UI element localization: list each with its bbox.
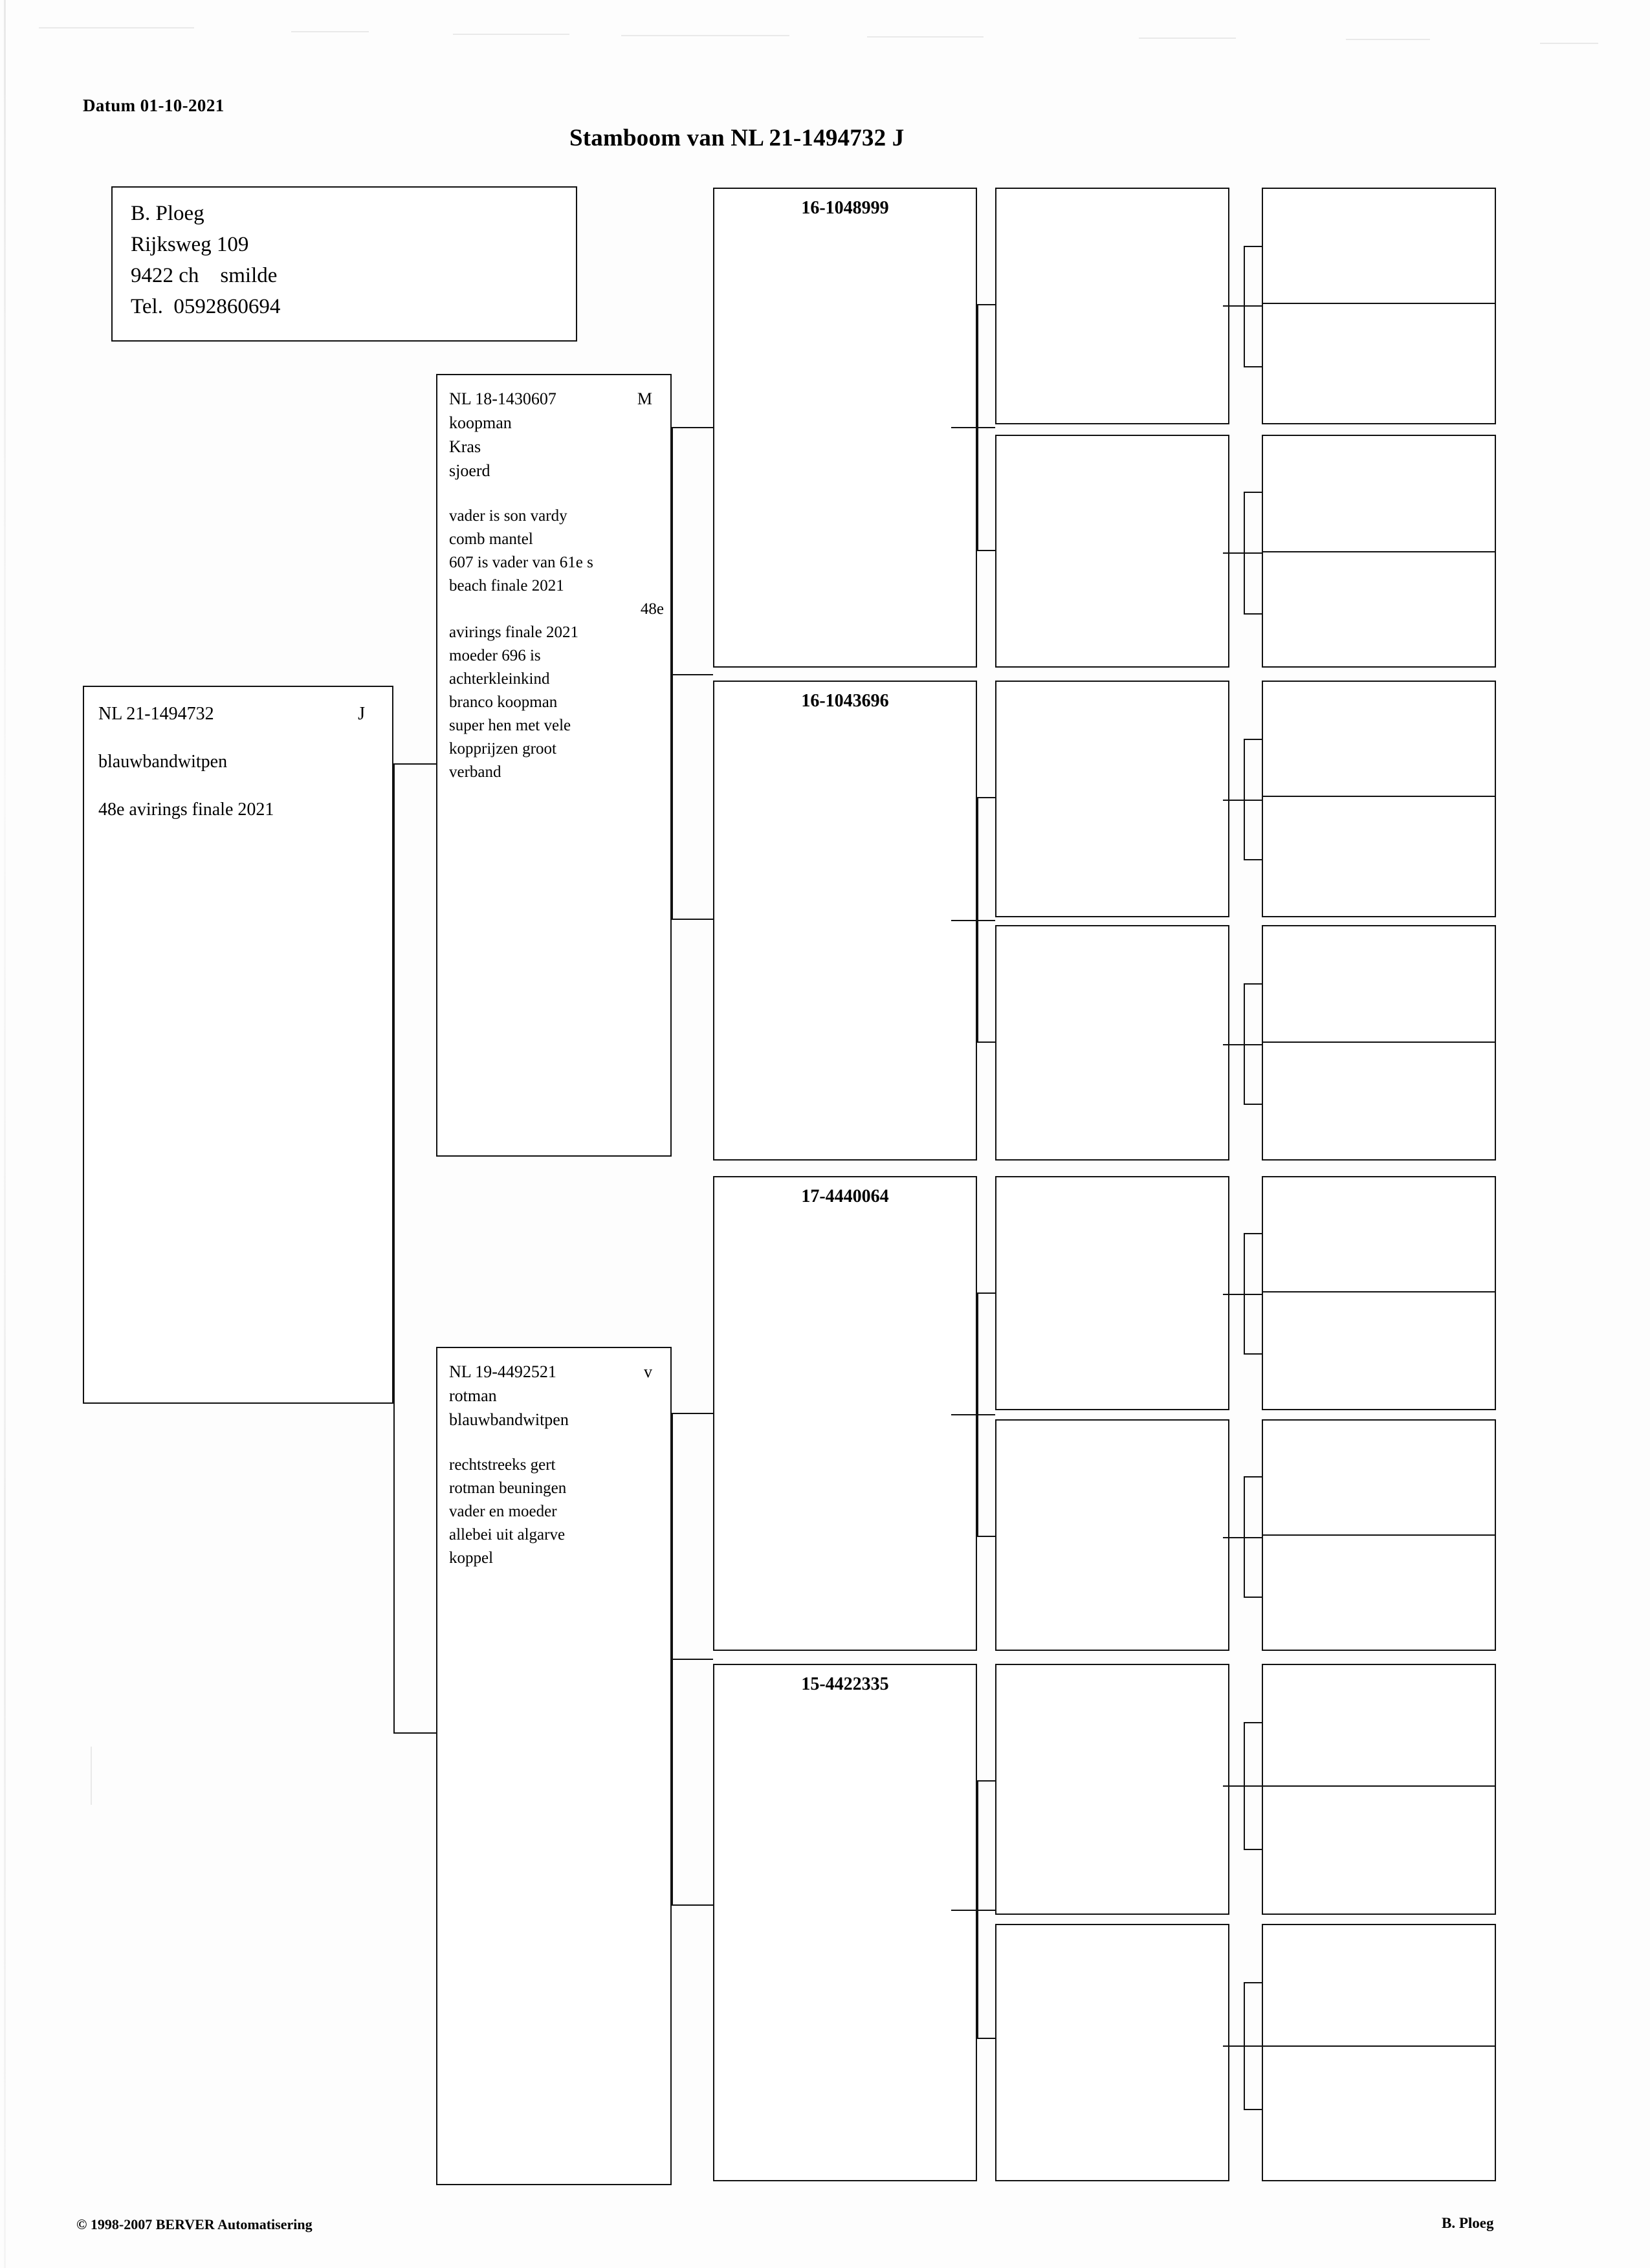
subject-id-row: [98, 701, 377, 727]
great-great-grandparent-box-7: [1262, 1664, 1496, 1915]
connector-subject-to-parents: [393, 763, 436, 1734]
great-grandparent-box-2: [995, 435, 1229, 668]
father-note-b: comb mantel: [449, 530, 533, 548]
owner-city: 9422 ch smilde: [131, 264, 278, 287]
great-grandparent-box-5: [995, 1176, 1229, 1410]
father-note-g: moeder 696 is: [449, 647, 541, 664]
connector-ggp1-to-gggp: [1244, 246, 1262, 367]
great-grandparent-box-3: [995, 681, 1229, 917]
father-line-1: koopman: [449, 413, 512, 432]
box-divider: [1263, 303, 1495, 304]
father-pigeon-box: [436, 374, 672, 1157]
great-grandparent-box-8: [995, 1924, 1229, 2181]
mother-line-1: rotman: [449, 1386, 497, 1405]
owner-street: Rijksweg 109: [131, 233, 249, 256]
scan-speckle: [291, 31, 369, 32]
document-date: Datum 01-10-2021: [83, 96, 225, 115]
box-divider: [1263, 1291, 1495, 1292]
great-grandparent-box-1: [995, 188, 1229, 424]
subject-pigeon-box: [83, 686, 393, 1404]
scan-edge-artifact: [4, 0, 6, 2268]
scan-speckle: [453, 34, 569, 35]
great-grandparent-box-7: [995, 1664, 1229, 1915]
father-note-c: 607 is vader van 61e s: [449, 554, 593, 571]
scan-speckle: [1540, 43, 1598, 44]
connector-stub: [951, 1414, 995, 1415]
subject-color: blauwbandwitpen: [98, 752, 228, 772]
box-divider: [1263, 2045, 1495, 2047]
spacer: [98, 727, 392, 749]
mother-id-row: [449, 1360, 656, 1384]
connector-stub: [1223, 1294, 1262, 1295]
connector-stub: [1223, 1785, 1262, 1787]
father-line-3: sjoerd: [449, 461, 490, 480]
father-note-a: vader is son vardy: [449, 507, 567, 525]
connector-stub: [1223, 305, 1262, 307]
scan-speckle: [39, 27, 194, 28]
father-ring-id: NL 18-1430607: [449, 389, 556, 408]
great-great-grandparent-box-8: [1262, 1924, 1496, 2181]
father-line-2: Kras: [449, 437, 481, 456]
grandparent-2-ring-id: 16-1043696: [801, 691, 889, 711]
father-sex: M: [637, 389, 652, 408]
father-note-k: kopprijzen groot: [449, 740, 556, 758]
owner-phone: Tel. 0592860694: [131, 295, 281, 318]
mother-pigeon-box: [436, 1347, 672, 2185]
box-divider: [1263, 1785, 1495, 1787]
scan-speckle: [91, 1747, 92, 1805]
great-great-grandparent-box-1: [1262, 188, 1496, 424]
scan-speckle: [621, 35, 789, 36]
father-note-d: beach finale 2021: [449, 577, 564, 594]
owner-address-card: [111, 186, 577, 342]
great-great-grandparent-box-5: [1262, 1176, 1496, 1410]
subject-prize: 48e avirings finale 2021: [98, 800, 274, 820]
scan-speckle: [867, 36, 984, 38]
scan-speckle: [1346, 39, 1430, 40]
grandparent-box-3: [713, 1176, 977, 1651]
connector-stub: [1223, 800, 1262, 801]
connector-stub: [1223, 1537, 1262, 1538]
box-divider: [1263, 1534, 1495, 1536]
father-note-e: 48e: [640, 600, 664, 618]
connector-father-to-grandparents: [672, 427, 713, 920]
father-note-l: verband: [449, 763, 501, 781]
connector-stub: [672, 1659, 713, 1660]
mother-line-2: blauwbandwitpen: [449, 1410, 569, 1429]
connector-stub: [1223, 1044, 1262, 1045]
great-great-grandparent-box-6: [1262, 1419, 1496, 1651]
mother-ring-id: NL 19-4492521: [449, 1362, 556, 1381]
great-grandparent-box-6: [995, 1419, 1229, 1651]
box-divider: [1263, 1041, 1495, 1043]
grandparent-box-1: [713, 188, 977, 668]
father-note-f: avirings finale 2021: [449, 624, 578, 641]
spacer: [98, 775, 392, 797]
grandparent-box-2: [713, 681, 977, 1161]
spacer: [449, 1432, 670, 1454]
mother-note-d: allebei uit algarve: [449, 1526, 566, 1543]
great-great-grandparent-box-3: [1262, 681, 1496, 917]
grandparent-4-ring-id: 15-4422335: [801, 1674, 889, 1694]
grandparent-1-ring-id: 16-1048999: [801, 198, 889, 218]
connector-stub: [1223, 2045, 1262, 2047]
subject-sex: J: [358, 704, 365, 724]
mother-note-a: rechtstreeks gert: [449, 1456, 556, 1474]
great-grandparent-box-4: [995, 925, 1229, 1161]
footer-copyright: © 1998-2007 BERVER Automatisering: [76, 2216, 313, 2232]
grandparent-3-ring-id: 17-4440064: [801, 1186, 889, 1206]
grandparent-box-4: [713, 1664, 977, 2181]
connector-stub: [1223, 552, 1262, 554]
mother-sex: v: [644, 1362, 652, 1381]
scan-speckle: [1139, 38, 1236, 39]
box-divider: [1263, 551, 1495, 552]
page-title: Stamboom van NL 21-1494732 J: [569, 125, 905, 151]
subject-ring-id: NL 21-1494732: [98, 704, 214, 724]
connector-stub: [951, 1910, 995, 1911]
footer-owner: B. Ploeg: [1442, 2215, 1494, 2231]
mother-note-c: vader en moeder: [449, 1503, 557, 1520]
father-id-row: [449, 387, 656, 411]
mother-note-b: rotman beuningen: [449, 1479, 567, 1497]
mother-notes: [449, 1454, 670, 1570]
father-note-i: branco koopman: [449, 693, 558, 711]
connector-stub: [951, 427, 995, 428]
father-note-h: achterkleinkind: [449, 670, 550, 688]
great-great-grandparent-box-2: [1262, 435, 1496, 668]
owner-name: B. Ploeg: [131, 202, 204, 225]
father-note-j: super hen met vele: [449, 717, 571, 734]
great-great-grandparent-box-4: [1262, 925, 1496, 1161]
spacer: [449, 483, 670, 505]
mother-note-e: koppel: [449, 1549, 494, 1567]
connector-stub: [672, 674, 713, 675]
connector-stub: [951, 920, 995, 921]
father-notes: [449, 505, 670, 784]
box-divider: [1263, 796, 1495, 797]
